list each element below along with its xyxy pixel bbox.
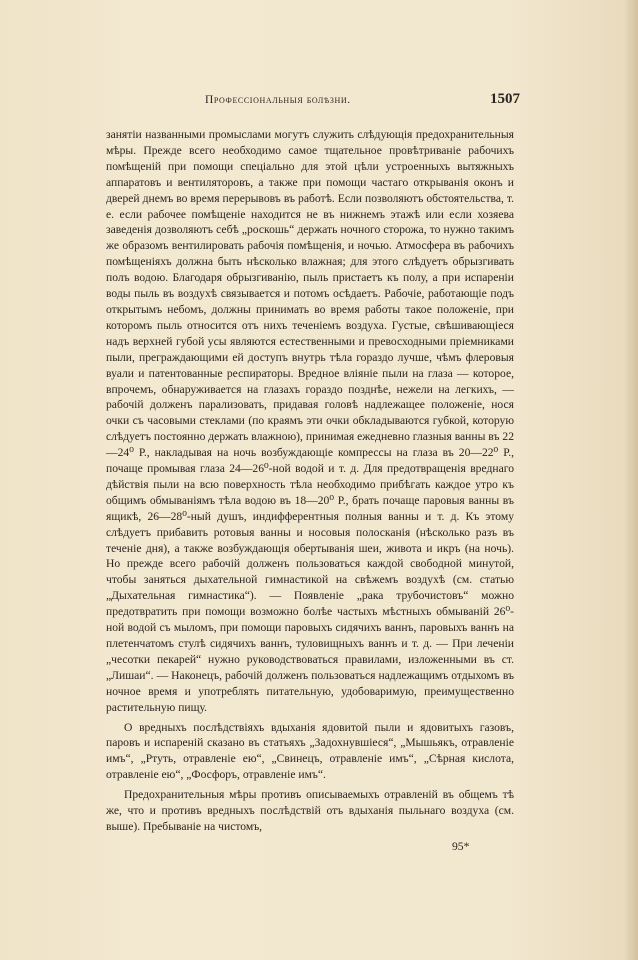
signature-mark: 95* xyxy=(452,840,470,853)
running-title: Профессіональныя болѣзни. xyxy=(205,94,351,106)
paragraph-prevention: занятіи названными промыслами могутъ служить слѣдующія предохранительныя мѣры. Прежде всего необходимо самое тщательное провѣтриваніе рабочихъ помѣщеній при помощи спеціально для этой цѣли устроенныхъ вытяжныхъ аппаратовъ и вентиляторовъ, а также при помощи частаго открыванія оконъ и дверей днемъ во время перерывовъ въ работѣ. Если позволяютъ обстоятельства, т. е. если рабочее помѣщеніе находится не въ нижнемъ этажѣ или если хозяева заведенія дозволяютъ себѣ „роскошь“ держать ночного сторожа, то нужно такимъ же образомъ вентилировать рабочія помѣщенія, и ночью. Атмосфера въ рабочихъ помѣщеніяхъ должна быть нѣсколько влажная; для этого слѣдуетъ обрызгивать полъ водою. Благодаря обрызгиванію, пыль пристаетъ къ полу, а при испареніи воды пыль въ воздухѣ связывается и потомъ осѣдаетъ. Рабочіе, работающіе подъ открытымъ небомъ, должны принимать во время работы такое положеніе, при которомъ пыль относится отъ нихъ теченіемъ воздуха. Густые, свѣшивающіеся надъ верхней губой усы являются естественными и превосходными пріемниками пыли, преграждающими ей доступъ внутрь тѣла гораздо лучше, чѣмъ флеровыя вуали и патентованные респираторы. Вредное вліяніе пыли на глаза — которое, впрочемъ, обнаруживается на глазахъ гораздо позднѣе, нежели на легкихъ, — рабочій долженъ парализовать, придавая головѣ надлежащее положеніе, нося очки съ часовыми стеклами (по краямъ эти очки обкладываются губкой, которую слѣдуетъ постоянно держать влажною), принимая ежедневно глазныя ванны въ 22—24⁰ Р., накладывая на ночь возбуждающіе компрессы на глаза въ 20—22⁰ Р., почаще промывая глаза 24—26⁰-ной водой и т. д. Для предотвращенія вреднаго дѣйствія пыли на всю поверхность тѣла необходимо прибѣгать каждое утро къ общимъ обмываніямъ тѣла водою въ 18—20⁰ Р., брать почаще паровыя ванны въ ящикѣ, 26—28⁰-ный душъ, индифферентныя полныя ванны и т. д. Къ этому слѣдуетъ прибавить ротовыя ванны и носовыя полосканія (нѣсколько разъ въ теченіе дня), а также возбуждающія обертыванія шеи, живота и икръ (на ночь). Но прежде всего рабочій долженъ пользоваться каждой свободной минутой, чтобы заняться дыхательной гимнастикой на свѣжемъ воздухѣ (см. статью „Дыхательная гимнастика“). — Появленіе „рака трубочистовъ“ можно предотвратить при помощи возможно болѣе частыхъ мѣстныхъ обмываній 26⁰-ной водой съ мыломъ, при помощи паровыхъ сидячихъ ваннъ, паровыхъ ваннъ на плетенчатомъ стулѣ сидячихъ ваннъ, туловищныхъ ваннъ и т. д. — При леченіи „чесотки пекарей“ нужно руководствоваться правилами, изложенными въ ст. „Лишаи“. — Наконецъ, рабочій долженъ пользоваться надлежащимъ отдыхомъ въ ночное время и употреблять питательную, удобоваримую, преимущественно растительную пищу. xyxy=(106,128,514,714)
page-number: 1507 xyxy=(490,91,520,107)
page-header xyxy=(100,91,520,113)
page-edge-shadow xyxy=(624,0,638,960)
paragraph-preventive-measures: Предохранительныя мѣры противъ описываемыхъ отравленій въ общемъ тѣ же, что и противъ вредныхъ послѣдствій отъ вдыханія пыльнаго воздуха (см. выше). Пребываніе на чистомъ, xyxy=(106,788,514,833)
body-text xyxy=(106,127,514,835)
paragraph-toxic-gases: О вредныхъ послѣдствіяхъ вдыханія ядовитой пыли и ядовитыхъ газовъ, паровъ и испареній сказано въ статьяхъ „Задохнувшіеся“, „Мышьякъ, отравленіе имъ“, „Ртуть, отравленіе ею“, „Свинецъ, отравленіе имъ“, „Сѣрная кислота, отравленіе ею“, „Фосфоръ, отравленіе имъ“. xyxy=(106,720,514,782)
